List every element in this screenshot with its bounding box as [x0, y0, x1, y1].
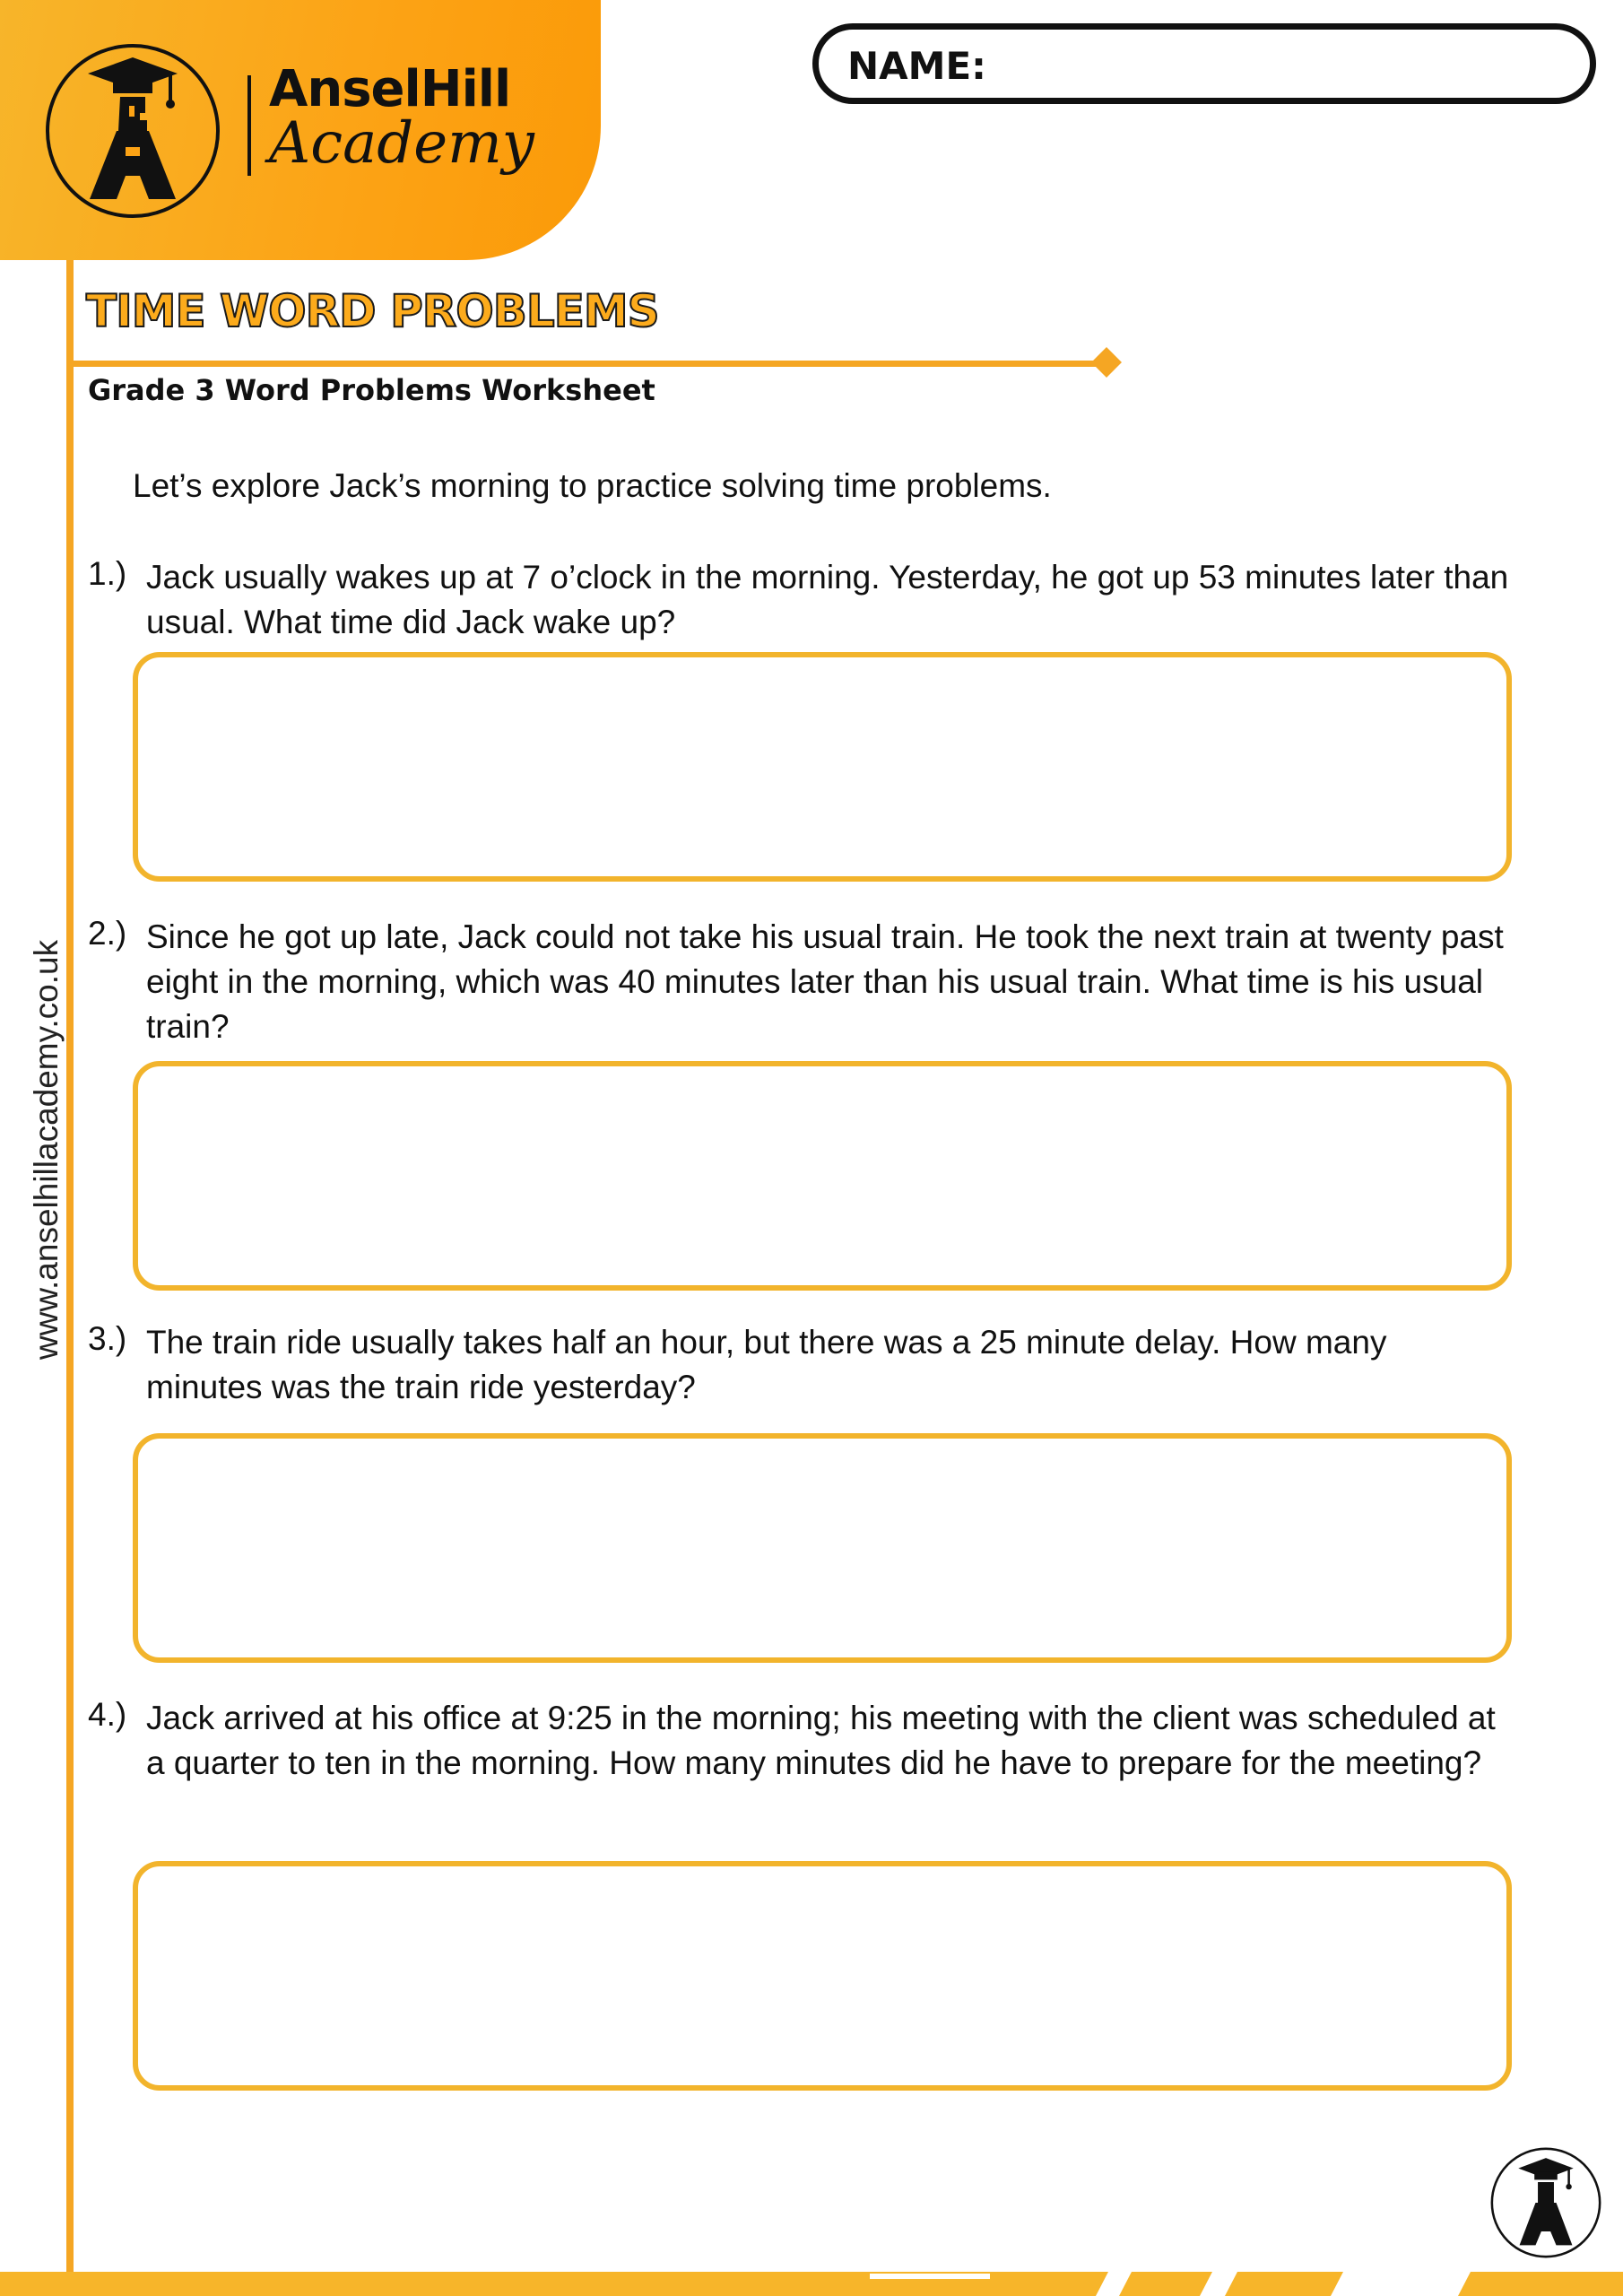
corner-logo-icon [1488, 2145, 1603, 2260]
answer-box-3[interactable] [133, 1433, 1512, 1663]
question-1-number: 1.) [88, 555, 127, 592]
answer-box-2[interactable] [133, 1061, 1512, 1291]
title-underline [74, 361, 1107, 367]
answer-box-1[interactable] [133, 652, 1512, 882]
question-2-text: Since he got up late, Jack could not take his usual train. He took the next train at twenty past eight in the morning, which was 40 minutes later than his usual train. What time is his usual train? [146, 918, 1504, 1045]
intro-text: Let’s explore Jack’s morning to practice solving time problems. [133, 467, 1052, 504]
brand-name-top: AnselHill [269, 60, 511, 118]
question-3-number: 3.) [88, 1320, 127, 1357]
brand-name-bottom: Academy [269, 110, 534, 177]
question-3-text: The train ride usually takes half an hour, but there was a 25 minute delay. How many minutes was the train ride yesterday? [146, 1324, 1387, 1405]
question-1-text: Jack usually wakes up at 7 o’clock in the morning. Yesterday, he got up 53 minutes later than usual. What time did Jack wake up? [146, 559, 1509, 640]
answer-box-4[interactable] [133, 1861, 1512, 2091]
academy-logo-icon [43, 41, 222, 221]
question-2-number: 2.) [88, 915, 127, 952]
website-url: www.anselhillacademy.co.uk [28, 939, 65, 1361]
question-4-text: Jack arrived at his office at 9:25 in the morning; his meeting with the client was scheduled at a quarter to ten in the morning. How many minutes did he have to prepare for the meeting? [146, 1700, 1496, 1781]
page-subtitle: Grade 3 Word Problems Worksheet [88, 373, 655, 407]
name-label: NAME: [847, 44, 986, 88]
title-diamond-icon [1091, 347, 1122, 378]
question-4-number: 4.) [88, 1696, 127, 1733]
logo-divider [247, 75, 251, 176]
footer-stripes [0, 2272, 1623, 2296]
page-title: TIME WORD PROBLEMS [86, 285, 659, 337]
name-field[interactable] [812, 23, 1596, 104]
left-margin-rule [66, 260, 74, 2276]
